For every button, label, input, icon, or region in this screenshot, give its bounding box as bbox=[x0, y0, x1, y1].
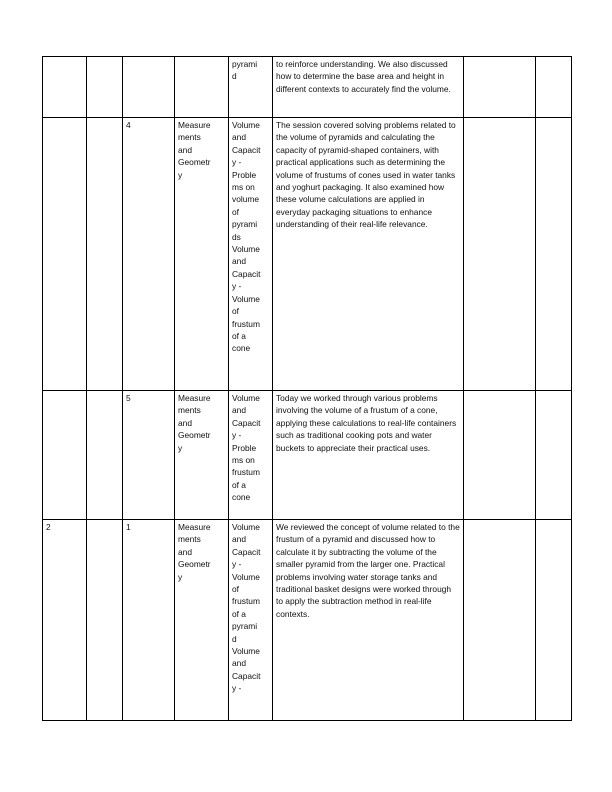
blank-cell bbox=[536, 118, 572, 391]
blank-cell bbox=[87, 57, 123, 118]
blank-cell bbox=[464, 391, 536, 520]
substrand-cell: Volume and Capacit y - Volume of frustum of a pyrami d Volume and Capacit y - bbox=[229, 520, 273, 721]
summary-cell: to reinforce understanding. We also discussed how to determine the base area and height in different contexts to accurately find the volume. bbox=[273, 57, 464, 118]
lesson-cell: 4 bbox=[123, 118, 175, 391]
table-row bbox=[43, 520, 572, 721]
table-row bbox=[43, 391, 572, 520]
blank-cell bbox=[87, 391, 123, 520]
substrand-cell: Volume and Capacit y - Proble ms on volume of pyrami ds Volume and Capacit y - Volume of frustum of a cone bbox=[229, 118, 273, 391]
substrand-cell: pyrami d bbox=[229, 57, 273, 118]
week-cell bbox=[43, 391, 87, 520]
strand-cell: Measure ments and Geometr y bbox=[175, 118, 229, 391]
blank-cell bbox=[464, 520, 536, 721]
table-row bbox=[43, 118, 572, 391]
lesson-cell: 1 bbox=[123, 520, 175, 721]
blank-cell bbox=[536, 391, 572, 520]
summary-cell: We reviewed the concept of volume related to the frustum of a pyramid and discussed how to calculate it by subtracting the volume of the smaller pyramid from the larger one. Practical problems involving water storage tanks and traditional basket designs were worked through to apply the subtraction method in real-life contexts. bbox=[273, 520, 464, 721]
summary-cell: The session covered solving problems related to the volume of pyramids and calculating the capacity of pyramid-shaped containers, with practical applications such as determining the volume of frustums of cones used in water tanks and yoghurt packaging. It also examined how these volume calculations are applied in everyday packaging situations to enhance understanding of their real-life relevance. bbox=[273, 118, 464, 391]
lesson-record-table bbox=[42, 56, 572, 721]
blank-cell bbox=[536, 57, 572, 118]
substrand-cell: Volume and Capacit y - Proble ms on frustum of a cone bbox=[229, 391, 273, 520]
strand-cell: Measure ments and Geometr y bbox=[175, 520, 229, 721]
blank-cell bbox=[87, 118, 123, 391]
blank-cell bbox=[536, 520, 572, 721]
blank-cell bbox=[87, 520, 123, 721]
week-cell bbox=[43, 57, 87, 118]
blank-cell bbox=[464, 118, 536, 391]
lesson-cell: 5 bbox=[123, 391, 175, 520]
blank-cell bbox=[464, 57, 536, 118]
week-cell: 2 bbox=[43, 520, 87, 721]
week-cell bbox=[43, 118, 87, 391]
table-row bbox=[43, 57, 572, 118]
lesson-cell bbox=[123, 57, 175, 118]
summary-cell: Today we worked through various problems involving the volume of a frustum of a cone, applying these calculations to real-life containers such as traditional cooking pots and water buckets to appreciate their practical uses. bbox=[273, 391, 464, 520]
strand-cell: Measure ments and Geometr y bbox=[175, 391, 229, 520]
strand-cell bbox=[175, 57, 229, 118]
